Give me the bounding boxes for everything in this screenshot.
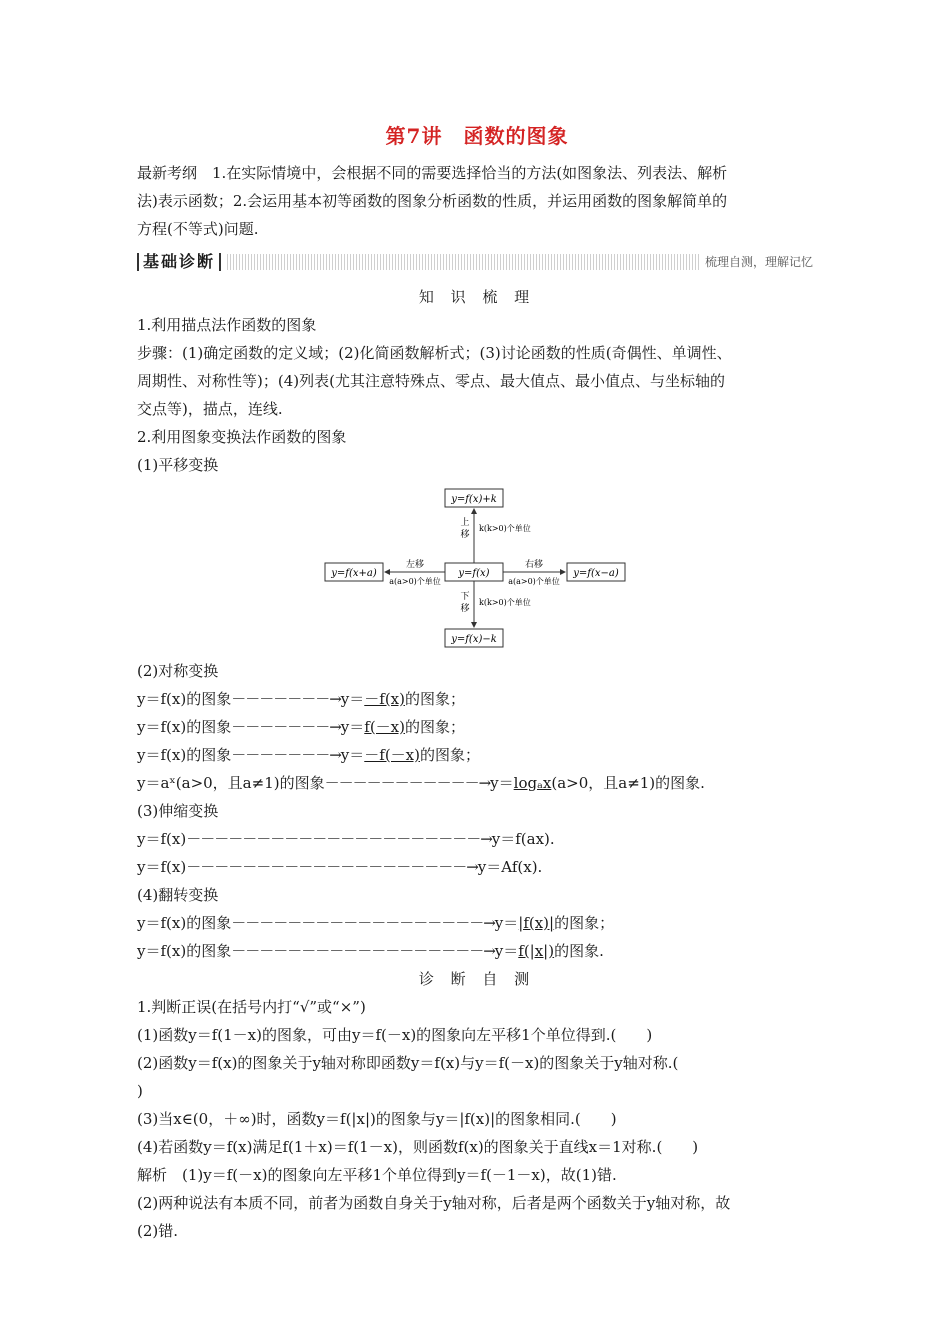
page-title: 第7讲 函数的图象 [385, 124, 569, 148]
box-bottom-text: y=f(x)−k [451, 634, 497, 645]
knowledge-heading: 知 识 梳 理 [418, 288, 536, 306]
intro-line: 法)表示函数；2.会运用基本初等函数的图象分析函数的性质，并运用函数的图象解简单的 [137, 192, 728, 210]
sym-line [137, 741, 817, 769]
sym-line [137, 713, 817, 741]
q1-item: (2)函数y＝f(x)的图象关于y轴对称即函数y＝f(x)与y＝f(－x)的图象关于y轴对称.( [137, 1054, 679, 1072]
right-label: 右移 [524, 560, 544, 570]
flip-answer: |f(x)| [518, 914, 555, 932]
translation-diagram-svg [317, 487, 627, 649]
k1-line: 周期性、对称性等)；(4)列表(尤其注意特殊点、零点、最大值点、最小值点、与坐标轴的 [137, 372, 725, 390]
q1-item: (3)当x∈(0，＋∞)时，函数y＝f(|x|)的图象与y＝|f(x)|的图象相同.( ) [137, 1110, 617, 1128]
k2-sub4: (4)翻转变换 [137, 886, 219, 904]
sym-answer: f(－x) [364, 718, 405, 736]
sym-line [137, 685, 817, 713]
y-eq: y＝ [494, 942, 519, 960]
flip-pre: y＝f(x)的图象 [137, 914, 232, 932]
q1-analysis: (2)错. [137, 1222, 179, 1240]
up-label-2: 移 [460, 530, 470, 540]
down-note: k(k>0)个单位 [479, 598, 531, 607]
k1-line: 步骤：(1)确定函数的定义域；(2)化简函数解析式；(3)讨论函数的性质(奇偶性、单调性、 [137, 344, 732, 362]
stretch-arrow: －－－－－－－－－－－－－－－－－－－－－→ [186, 830, 492, 848]
sym-post: 的图象； [404, 718, 465, 736]
up-note: k(k>0)个单位 [479, 524, 531, 533]
flip-line [137, 909, 817, 937]
y-eq: y＝ [340, 718, 365, 736]
stretch-post: y＝f(ax). [491, 830, 555, 848]
q1-title: 1.判断正误(在括号内打“√”或“×”) [137, 998, 366, 1016]
sym-pre: y＝f(x)的图象 [137, 746, 232, 764]
down-label-2: 移 [460, 604, 470, 614]
section-bar [137, 251, 817, 273]
stretch-pre: y＝f(x) [137, 858, 187, 876]
k2-title: 2.利用图象变换法作函数的图象 [137, 428, 347, 446]
translation-diagram [137, 487, 817, 649]
sym-answer: －f(－x) [364, 746, 420, 764]
k2-sub3: (3)伸缩变换 [137, 802, 219, 820]
q1-item: (4)若函数y＝f(x)满足f(1＋x)＝f(1－x)，则函数f(x)的图象关于直线x＝1对称.( ) [137, 1138, 699, 1156]
k1-title: 1.利用描点法作函数的图象 [137, 316, 317, 334]
sym-arrow: －－－－－－－→ [231, 746, 341, 764]
intro-line: 方程(不等式)问题. [137, 220, 259, 238]
sym-pre: y＝f(x)的图象 [137, 690, 232, 708]
y-eq: y＝ [340, 690, 365, 708]
sym-pre: y＝aˣ(a>0，且a≠1)的图象 [137, 774, 325, 792]
up-label-1: 上 [460, 518, 470, 528]
y-eq: y＝ [494, 914, 519, 932]
k1-line: 交点等)，描点，连线. [137, 400, 283, 418]
sym-answer: logₐx [513, 774, 552, 792]
q1-item: ) [137, 1082, 143, 1100]
k2-sub1: (1)平移变换 [137, 456, 219, 474]
box-top-text: y=f(x)+k [451, 494, 497, 505]
q1-item: (1)函数y＝f(1－x)的图象，可由y＝f(－x)的图象向左平移1个单位得到.( ) [137, 1026, 653, 1044]
down-label-1: 下 [460, 592, 470, 602]
flip-post: 的图象. [554, 942, 604, 960]
page [137, 120, 817, 1245]
k2-sub2: (2)对称变换 [137, 662, 219, 680]
stretch-arrow: －－－－－－－－－－－－－－－－－－－－→ [186, 858, 478, 876]
box-left-text: y=f(x+a) [331, 568, 377, 579]
section-tag: 基础诊断 [137, 253, 221, 271]
section-hatch [227, 254, 817, 270]
stretch-post: y＝Af(x). [477, 858, 543, 876]
flip-post: 的图象； [554, 914, 615, 932]
stretch-line [137, 853, 817, 881]
sym-answer: －f(x) [364, 690, 405, 708]
sym-post: 的图象； [404, 690, 465, 708]
right-note: a(a>0)个单位 [508, 577, 560, 586]
flip-pre: y＝f(x)的图象 [137, 942, 232, 960]
diagnosis-heading: 诊 断 自 测 [418, 970, 536, 988]
sym-pre: y＝f(x)的图象 [137, 718, 232, 736]
flip-answer: f(|x|) [518, 942, 555, 960]
intro-line: 最新考纲 1.在实际情境中，会根据不同的需要选择恰当的方法(如图象法、列表法、解析 [137, 164, 728, 182]
sym-arrow: －－－－－－－→ [231, 690, 341, 708]
flip-line [137, 937, 817, 965]
sym-arrow: －－－－－－－－－－－→ [324, 774, 491, 792]
left-label: 左移 [405, 560, 425, 570]
stretch-pre: y＝f(x) [137, 830, 187, 848]
sym-post: (a>0，且a≠1)的图象. [551, 774, 705, 792]
q1-analysis: (2)两种说法有本质不同，前者为函数自身关于y轴对称，后者是两个函数关于y轴对称，故 [137, 1194, 731, 1212]
box-right-text: y=f(x−a) [573, 568, 619, 579]
y-eq: y＝ [490, 774, 514, 792]
stretch-line [137, 825, 817, 853]
section-subtitle: 梳理自测，理解记忆 [701, 254, 817, 270]
q1-analysis: 解析 (1)y＝f(－x)的图象向左平移1个单位得到y＝f(－1－x)，故(1)错. [137, 1166, 617, 1184]
y-eq: y＝ [340, 746, 365, 764]
flip-arrow: －－－－－－－－－－－－－－－－－－→ [231, 914, 495, 932]
sym-arrow: －－－－－－－→ [231, 718, 341, 736]
sym-post: 的图象； [419, 746, 480, 764]
left-note: a(a>0)个单位 [389, 577, 441, 586]
flip-arrow: －－－－－－－－－－－－－－－－－－→ [231, 942, 495, 960]
sym-line [137, 769, 817, 797]
box-center-text: y=f(x) [458, 568, 490, 579]
